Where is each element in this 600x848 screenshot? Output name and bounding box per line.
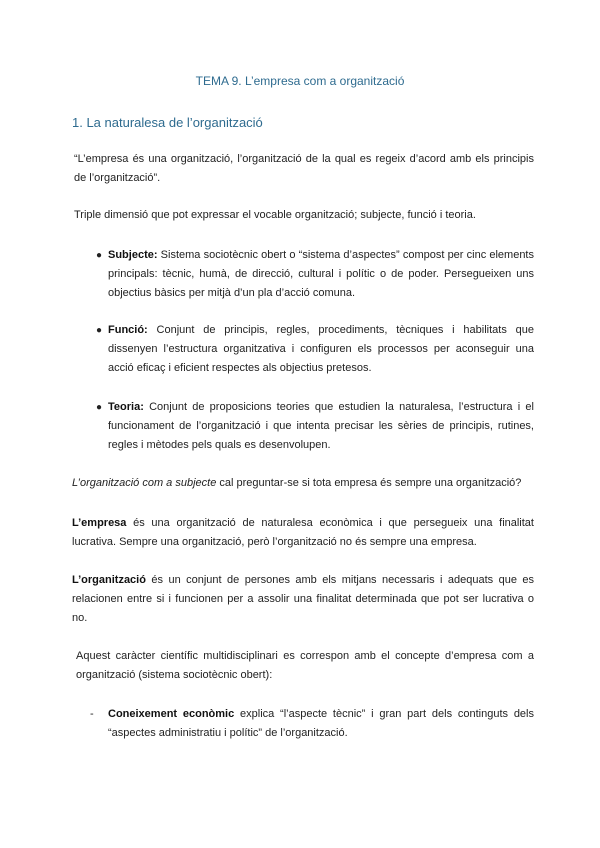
- bullet-term: Subjecte:: [108, 249, 158, 261]
- aquest-paragraph: Aquest caràcter científic multidisciplinari es correspon amb el concepte d’empresa com a organització (sistema sociotècnic obert):: [76, 650, 534, 681]
- document-title: TEMA 9. L’empresa com a organització: [195, 74, 405, 88]
- dash-text: explica “l’aspecte tècnic” i gran part dels continguts dels “aspectes administratiu i polític” de l’organització.: [108, 708, 534, 739]
- dash-item-coneixement: [108, 705, 534, 743]
- section-heading: 1. La naturalesa de l’organització: [72, 115, 263, 130]
- bullet-subjecte: [108, 246, 534, 303]
- bullet-text: Conjunt de proposicions teories que estudien la naturalesa, l’estructura i el funcionament de l’organització i que intenta precisar les sèries de principis, rutines, regles i mètodes pels quals es desenvolupen.: [108, 401, 534, 451]
- bullet-marker: ●: [95, 402, 103, 413]
- bullet-text: Conjunt de principis, regles, procediments, tècniques i habilitats que dissenyen l’estructura organitzativa i configuren els processos per aconseguir una acció eficaç i eficient respectes als objectius pretesos.: [108, 324, 534, 374]
- empresa-paragraph: [72, 514, 534, 552]
- question-rest: cal preguntar-se si tota empresa és sempre una organització?: [216, 477, 522, 489]
- organitzacio-paragraph: [72, 571, 534, 628]
- bullet-marker: ●: [95, 325, 103, 336]
- bullet-teoria: [108, 398, 534, 455]
- bullet-marker: ●: [95, 250, 103, 261]
- empresa-term: L’empresa: [72, 517, 127, 529]
- question-italic: L’organització com a subjecte: [72, 477, 217, 489]
- organitzacio-term: L’organització: [72, 574, 146, 586]
- bullet-term: Teoria:: [108, 401, 144, 413]
- bullet-text: Sistema sociotècnic obert o “sistema d’aspectes” compost per cinc elements principals: tècnic, humà, de direcció, cultural i polític o de poder. Persegueixen uns objectius bàsics per mitjà d’un pla d’acció comuna.: [108, 249, 534, 299]
- question-paragraph: [72, 474, 534, 493]
- bullet-funcio: [108, 321, 534, 378]
- quote-paragraph: “L’empresa és una organització, l’organització de la qual es regeix d’acord amb els principis de l’organització”.: [74, 153, 534, 184]
- dash-term: Coneixement econòmic: [108, 708, 235, 720]
- dash-marker: -: [90, 708, 94, 720]
- bullet-term: Funció:: [108, 324, 148, 336]
- empresa-text: és una organització de naturalesa econòmica i que persegueix una finalitat lucrativa. Sempre una organització, però l’organització no és sempre una empresa.: [72, 517, 534, 548]
- organitzacio-text: és un conjunt de persones amb els mitjans necessaris i adequats que es relacionen entre si i funcionen per a assolir una finalitat determinada que pot ser lucrativa o no.: [72, 574, 534, 624]
- triple-intro-paragraph: Triple dimensió que pot expressar el vocable organització; subjecte, funció i teoria.: [74, 209, 476, 221]
